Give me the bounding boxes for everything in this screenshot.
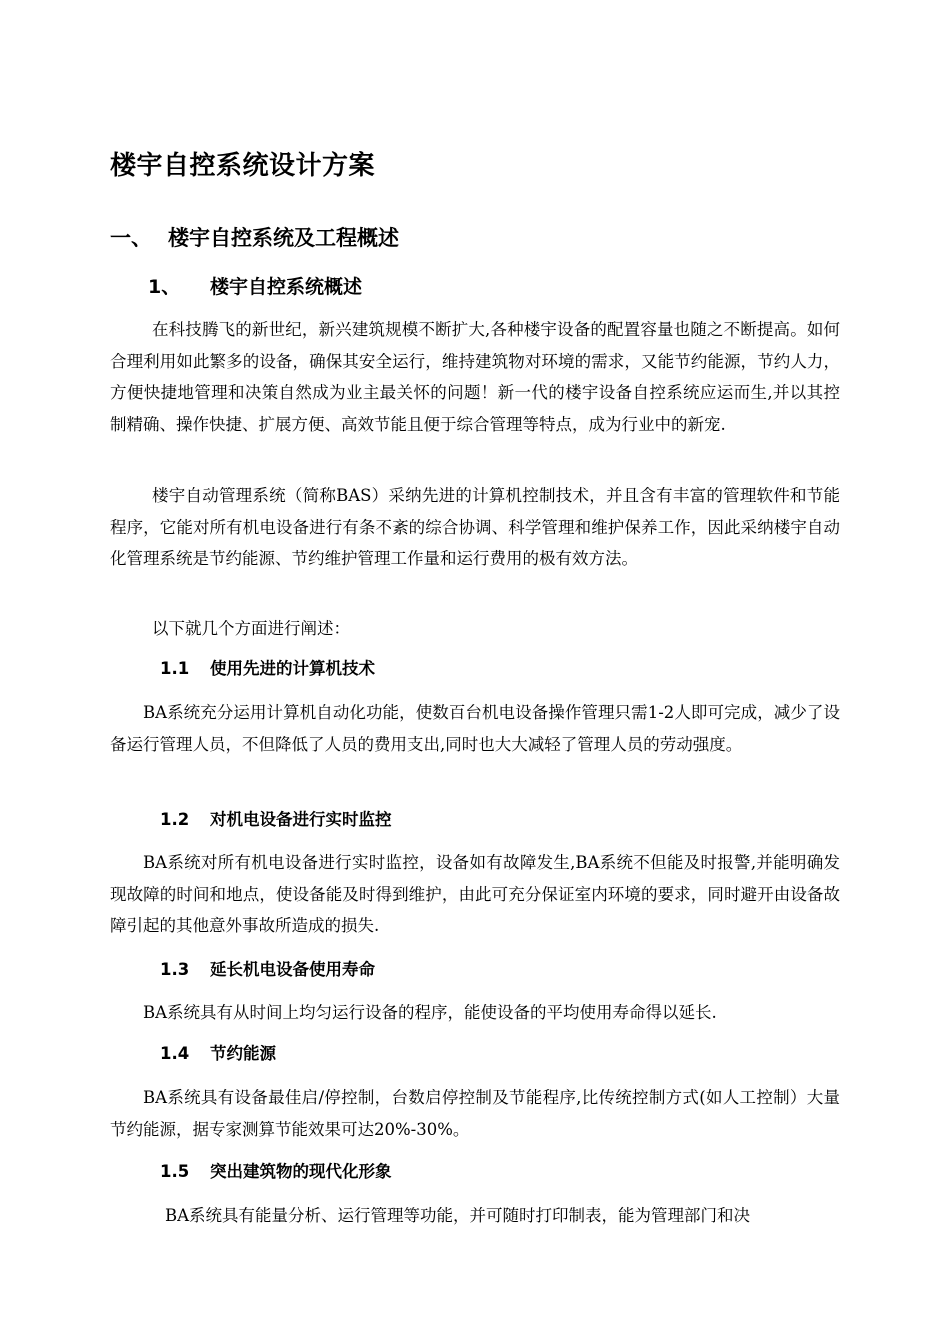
intro-paragraph: 在科技腾飞的新世纪，新兴建筑规模不断扩大,各种楼宇设备的配置容量也随之不断提高。如何合理利用如此繁多的设备，确保其安全运行，维持建筑物对环境的需求，又能节约能源，节约人力，方便快捷地管理和决策自然成为业主最关怀的问题！新一代的楼宇设备自控系统应运而生,并以其控制精确、操作快捷、扩展方便、高效节能且便于综合管理等特点，成为行业中的新宠. bbox=[110, 320, 840, 434]
item-number: 1.5 bbox=[160, 1162, 190, 1181]
item-heading-text: 对机电设备进行实时监控 bbox=[210, 810, 392, 829]
item-paragraph: BA系统充分运用计算机自动化功能，使数百台机电设备操作管理只需1-2人即可完成，减少了设备运行管理人员，不但降低了人员的费用支出,同时也大大减轻了管理人员的劳动强度。 bbox=[110, 703, 840, 754]
section-number: 一、 bbox=[110, 226, 152, 250]
item-heading-text: 节约能源 bbox=[210, 1044, 276, 1063]
item-heading bbox=[160, 1040, 276, 1068]
item-heading-text: 使用先进的计算机技术 bbox=[210, 659, 375, 678]
document-title: 楼宇自控系统设计方案 bbox=[110, 151, 376, 181]
item-number: 1.3 bbox=[160, 960, 190, 979]
section-heading-text: 楼宇自控系统及工程概述 bbox=[168, 226, 399, 250]
item-paragraph: BA系统具有能量分析、运行管理等功能，并可随时打印制表，能为管理部门和决 bbox=[165, 1206, 751, 1225]
item-number: 1.1 bbox=[160, 659, 190, 678]
subsection-number: 1、 bbox=[148, 276, 181, 298]
item-heading bbox=[160, 806, 392, 834]
item-heading-text: 延长机电设备使用寿命 bbox=[210, 960, 375, 979]
item-paragraph: BA系统对所有机电设备进行实时监控，设备如有故障发生,BA系统不但能及时报警,并能明确发现故障的时间和地点，使设备能及时得到维护，由此可充分保证室内环境的要求，同时避开由设备故障引起的其他意外事故所造成的损失. bbox=[110, 853, 840, 935]
item-number: 1.4 bbox=[160, 1044, 190, 1063]
item-heading bbox=[160, 956, 375, 984]
item-paragraph: BA系统具有从时间上均匀运行设备的程序，能使设备的平均使用寿命得以延长. bbox=[143, 1003, 717, 1022]
bas-paragraph: 楼宇自动管理系统（简称BAS）采纳先进的计算机控制技术，并且含有丰富的管理软件和节能程序，它能对所有机电设备进行有条不紊的综合协调、科学管理和维护保养工作，因此采纳楼宇自动化管理系统是节约能源、节约维护管理工作量和运行费用的极有效方法。 bbox=[110, 486, 840, 568]
following-paragraph: 以下就几个方面进行阐述： bbox=[152, 619, 350, 638]
item-heading bbox=[160, 655, 375, 683]
subsection-heading-text: 楼宇自控系统概述 bbox=[210, 276, 363, 298]
item-heading bbox=[160, 1158, 392, 1186]
item-heading-text: 突出建筑物的现代化形象 bbox=[210, 1162, 392, 1181]
subsection-heading bbox=[148, 272, 362, 302]
item-number: 1.2 bbox=[160, 810, 190, 829]
section-heading bbox=[110, 221, 399, 255]
item-paragraph: BA系统具有设备最佳启/停控制，台数启停控制及节能程序,比传统控制方式(如人工控制）大量节约能源，据专家测算节能效果可达20%-30%。 bbox=[110, 1088, 840, 1139]
